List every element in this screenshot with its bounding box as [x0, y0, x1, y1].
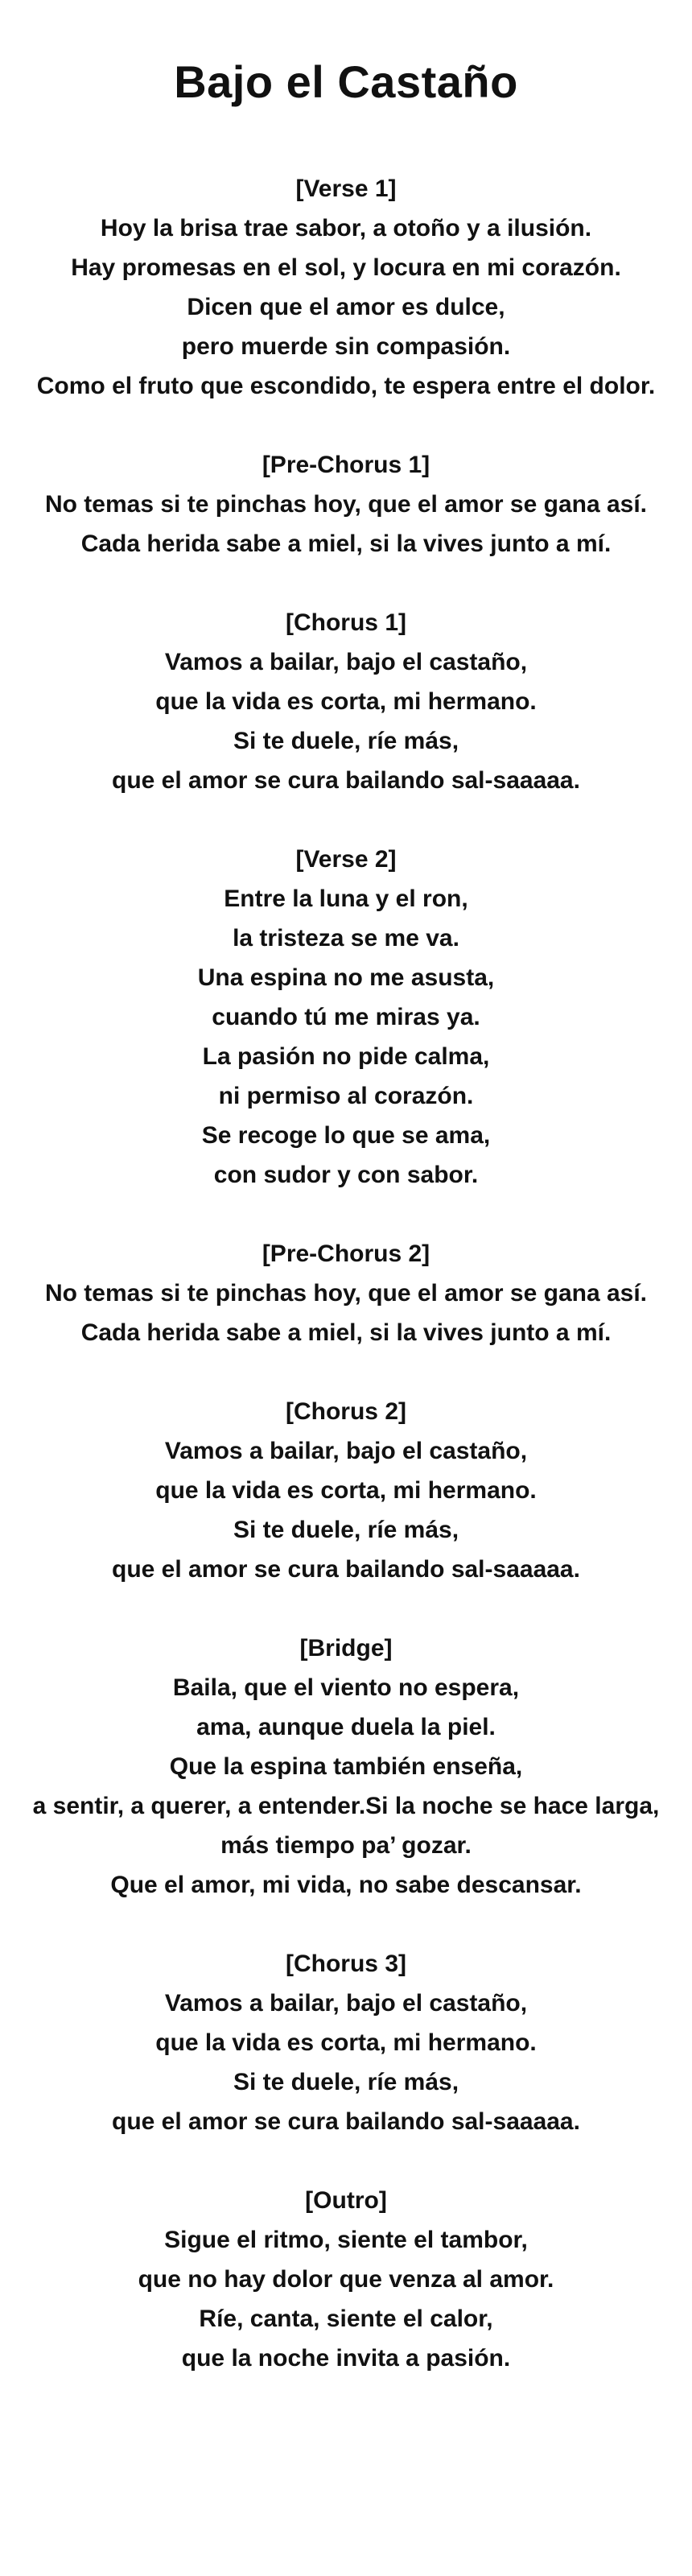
lyric-line: cuando tú me miras ya.	[212, 1004, 480, 1030]
lyric-line: La pasión no pide calma,	[202, 1043, 490, 1070]
lyrics-section	[0, 169, 692, 406]
lyric-line: la tristeza se me va.	[233, 925, 459, 952]
lyric-line: Baila, que el viento no espera,	[172, 1674, 520, 1701]
section-label: [Outro]	[305, 2187, 387, 2214]
lyric-line: Cada herida sabe a miel, si la vives junto a mí.	[80, 1319, 612, 1346]
lyric-line: a sentir, a querer, a entender.Si la noche se hace larga,	[32, 1793, 660, 1819]
lyric-line: que la vida es corta, mi hermano.	[155, 1477, 537, 1504]
section-label: [Bridge]	[299, 1635, 393, 1662]
lyrics-section	[0, 1234, 692, 1352]
lyric-line: Una espina no me asusta,	[197, 964, 495, 991]
lyric-line: que no hay dolor que venza al amor.	[138, 2266, 554, 2293]
lyric-line: más tiempo pa’ gozar.	[220, 1832, 472, 1859]
lyric-line: Sigue el ritmo, siente el tambor,	[164, 2227, 528, 2253]
lyric-line: pero muerde sin compasión.	[181, 333, 511, 360]
lyric-line: Hoy la brisa trae sabor, a otoño y a ilusión.	[100, 215, 592, 242]
lyrics-section	[0, 1629, 692, 1905]
lyric-line: Si te duele, ríe más,	[233, 728, 459, 754]
lyrics-section	[0, 2181, 692, 2378]
lyric-line: Entre la luna y el ron,	[224, 886, 468, 912]
section-label: [Pre-Chorus 2]	[262, 1241, 430, 1267]
lyrics-section	[0, 840, 692, 1195]
section-label: [Chorus 3]	[286, 1951, 406, 1977]
lyric-line: Se recoge lo que se ama,	[201, 1122, 491, 1149]
lyrics-section	[0, 445, 692, 564]
lyric-line: Que el amor, mi vida, no sabe descansar.	[110, 1872, 582, 1898]
lyrics-section	[0, 1944, 692, 2141]
lyric-line: que el amor se cura bailando sal-saaaaa.	[112, 767, 580, 794]
lyric-line: Vamos a bailar, bajo el castaño,	[164, 1990, 528, 2017]
lyrics-section	[0, 1392, 692, 1589]
lyric-line: que la noche invita a pasión.	[181, 2345, 511, 2372]
lyric-line: Si te duele, ríe más,	[233, 2069, 459, 2095]
lyric-line: Vamos a bailar, bajo el castaño,	[164, 649, 528, 675]
lyric-line: Vamos a bailar, bajo el castaño,	[164, 1438, 528, 1464]
lyric-line: ama, aunque duela la piel.	[196, 1714, 496, 1740]
lyric-line: Ríe, canta, siente el calor,	[199, 2306, 493, 2332]
lyric-line: que el amor se cura bailando sal-saaaaa.	[112, 2108, 580, 2135]
lyric-line: No temas si te pinchas hoy, que el amor se gana así.	[44, 491, 648, 518]
section-label: [Pre-Chorus 1]	[262, 452, 430, 478]
lyric-line: Como el fruto que escondido, te espera entre el dolor.	[36, 373, 656, 399]
lyric-line: Si te duele, ríe más,	[233, 1517, 459, 1543]
lyrics-section	[0, 603, 692, 800]
section-label: [Chorus 1]	[286, 609, 406, 636]
section-label: [Chorus 2]	[286, 1398, 406, 1425]
section-label: [Verse 1]	[295, 175, 397, 202]
lyric-line: Dicen que el amor es dulce,	[187, 294, 505, 320]
section-label: [Verse 2]	[295, 846, 397, 873]
lyric-line: Hay promesas en el sol, y locura en mi corazón.	[71, 254, 621, 281]
lyric-line: Que la espina también enseña,	[169, 1753, 523, 1780]
lyric-line: ni permiso al corazón.	[218, 1083, 474, 1109]
lyrics-body	[0, 169, 692, 2378]
lyric-line: que el amor se cura bailando sal-saaaaa.	[112, 1556, 580, 1583]
lyric-line: que la vida es corta, mi hermano.	[155, 2029, 537, 2056]
lyric-line: No temas si te pinchas hoy, que el amor se gana así.	[44, 1280, 648, 1307]
song-title: Bajo el Castaño	[174, 56, 518, 107]
lyric-line: Cada herida sabe a miel, si la vives junto a mí.	[80, 530, 612, 557]
lyric-line: con sudor y con sabor.	[213, 1162, 479, 1188]
lyric-line: que la vida es corta, mi hermano.	[155, 688, 537, 715]
